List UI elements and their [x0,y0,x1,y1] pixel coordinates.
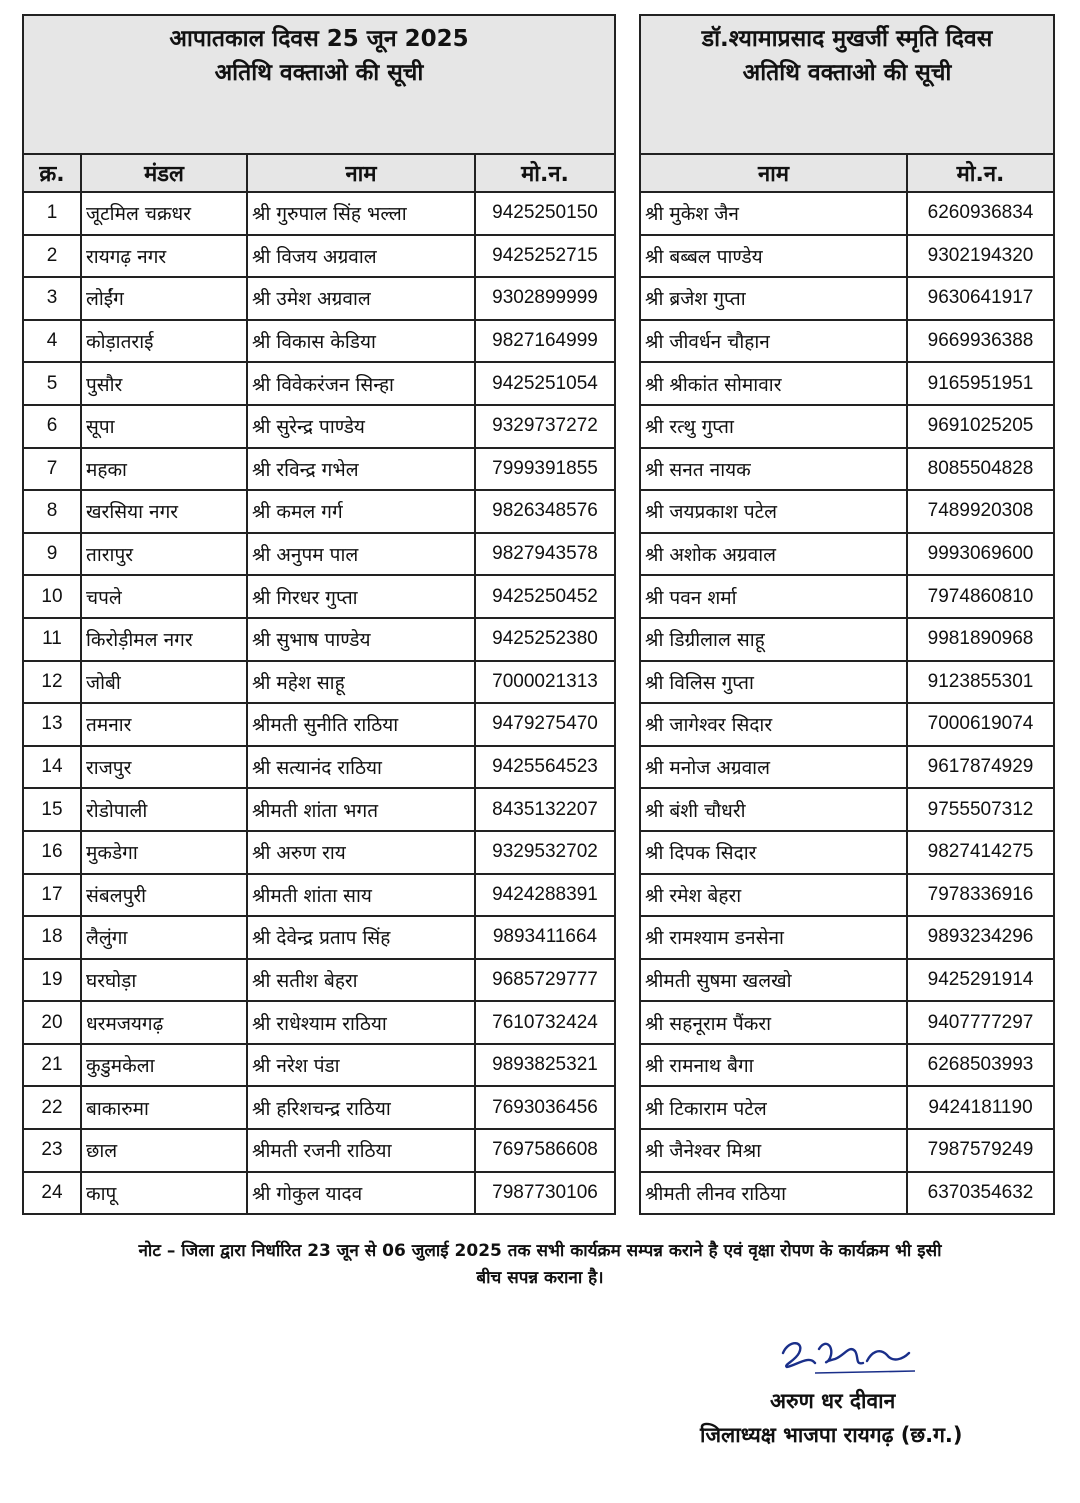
speaker-name-cell: श्री विलिस गुप्ता [640,661,907,704]
mandal-cell: लैलुंगा [81,916,247,959]
serial-cell: 21 [23,1044,81,1087]
mobile-cell: 9993069600 [907,533,1054,576]
mobile-cell: 9329737272 [475,405,615,448]
mandal-cell: संबलपुरी [81,874,247,917]
left-title-line1: आपातकाल दिवस 25 जून 2025 [169,26,469,52]
table-row [640,788,1054,831]
table-row [23,831,615,874]
speaker-name-cell: श्री बंशी चौधरी [640,788,907,831]
mobile-cell: 9827164999 [475,320,615,363]
table-row [23,746,615,789]
table-row [23,575,615,618]
table-row [23,533,615,576]
speaker-name-cell: श्रीमती सुनीति राठिया [247,703,475,746]
mobile-cell: 9691025205 [907,405,1054,448]
mobile-cell: 9893825321 [475,1044,615,1087]
table-row [640,405,1054,448]
speaker-name-cell: श्री मनोज अग्रवाल [640,746,907,789]
mobile-cell: 7610732424 [475,1001,615,1044]
speaker-name-cell: श्री सहनूराम पैंकरा [640,1001,907,1044]
mobile-cell: 9424288391 [475,874,615,917]
table-row [23,703,615,746]
speaker-name-cell: श्री विजय अग्रवाल [247,235,475,278]
speaker-name-cell: श्री उमेश अग्रवाल [247,277,475,320]
mobile-cell: 9425252715 [475,235,615,278]
mobile-cell: 6268503993 [907,1044,1054,1087]
table-row [23,448,615,491]
mandal-cell: छाल [81,1129,247,1172]
serial-cell: 9 [23,533,81,576]
table-row [23,362,615,405]
table-row [23,959,615,1002]
speaker-name-cell: श्री गिरधर गुप्ता [247,575,475,618]
mobile-cell: 8435132207 [475,788,615,831]
speaker-name-cell: श्री ब्रजेश गुप्ता [640,277,907,320]
serial-cell: 8 [23,490,81,533]
speaker-name-cell: श्री महेश साहू [247,661,475,704]
mandal-cell: किरोड़ीमल नगर [81,618,247,661]
header-mandal: मंडल [81,154,247,192]
mobile-cell: 7693036456 [475,1086,615,1129]
table-row [640,362,1054,405]
speaker-name-cell: श्री राधेश्याम राठिया [247,1001,475,1044]
mobile-cell: 9981890968 [907,618,1054,661]
table-row [640,916,1054,959]
mandal-cell: खरसिया नगर [81,490,247,533]
mobile-cell: 7000619074 [907,703,1054,746]
footer-note [30,1238,1050,1292]
mobile-cell: 9617874929 [907,746,1054,789]
mobile-cell: 7974860810 [907,575,1054,618]
mandal-cell: चपले [81,575,247,618]
table-row [640,1086,1054,1129]
note-line-1: नोट – जिला द्वारा निर्धारित 23 जून से 06 जुलाई 2025 तक सभी कार्यक्रम सम्पन्न कराने है एवं वृक्षा रोपण के कार्यक्रम भी इसी [138,1241,942,1261]
table-row [640,575,1054,618]
speaker-name-cell: श्री सनत नायक [640,448,907,491]
emergency-day-speakers-table [22,14,616,1215]
speaker-name-cell: श्रीमती रजनी राठिया [247,1129,475,1172]
table-row [23,916,615,959]
table-row [23,320,615,363]
mobile-cell: 9424181190 [907,1086,1054,1129]
mobile-cell: 9425291914 [907,959,1054,1002]
serial-cell: 12 [23,661,81,704]
speaker-name-cell: श्री गुरुपाल सिंह भल्ला [247,192,475,235]
serial-cell: 4 [23,320,81,363]
speaker-name-cell: श्री सुभाष पाण्डेय [247,618,475,661]
mandal-cell: रोडोपाली [81,788,247,831]
serial-cell: 23 [23,1129,81,1172]
table-row [640,1044,1054,1087]
speaker-name-cell: श्री अरुण राय [247,831,475,874]
serial-cell: 14 [23,746,81,789]
speaker-name-cell: श्री जीवर्धन चौहान [640,320,907,363]
left-table-body [23,192,615,1214]
mandal-cell: कापू [81,1172,247,1215]
mobile-cell: 6260936834 [907,192,1054,235]
serial-cell: 16 [23,831,81,874]
serial-cell: 10 [23,575,81,618]
serial-cell: 15 [23,788,81,831]
table-row [640,448,1054,491]
serial-cell: 2 [23,235,81,278]
speaker-name-cell: श्री मुकेश जैन [640,192,907,235]
table-row [640,831,1054,874]
mandal-cell: घरघोड़ा [81,959,247,1002]
mandal-cell: पुसौर [81,362,247,405]
serial-cell: 18 [23,916,81,959]
serial-cell: 17 [23,874,81,917]
header-name: नाम [247,154,475,192]
mobile-cell: 9123855301 [907,661,1054,704]
table-row [640,277,1054,320]
mandal-cell: धरमजयगढ़ [81,1001,247,1044]
mobile-cell: 9755507312 [907,788,1054,831]
speaker-name-cell: श्रीमती सुषमा खलखो [640,959,907,1002]
speaker-name-cell: श्री जागेश्वर सिदार [640,703,907,746]
mandal-cell: तमनार [81,703,247,746]
speaker-name-cell: श्री कमल गर्ग [247,490,475,533]
speaker-name-cell: श्री रमेश बेहरा [640,874,907,917]
serial-cell: 5 [23,362,81,405]
serial-cell: 20 [23,1001,81,1044]
right-table-title [640,15,1054,154]
table-row [23,1129,615,1172]
table-row [23,490,615,533]
mobile-cell: 7999391855 [475,448,615,491]
signatory-name: अरुण धर दीवान [770,1389,896,1413]
serial-cell: 24 [23,1172,81,1215]
table-row [640,959,1054,1002]
speaker-name-cell: श्री बब्बल पाण्डेय [640,235,907,278]
mandal-cell: मुकडेगा [81,831,247,874]
mobile-cell: 9893411664 [475,916,615,959]
serial-cell: 22 [23,1086,81,1129]
mobile-cell: 9685729777 [475,959,615,1002]
table-row [23,277,615,320]
speaker-name-cell: श्री डिग्रीलाल साहू [640,618,907,661]
header-mobile: मो.न. [475,154,615,192]
mobile-cell: 7697586608 [475,1129,615,1172]
speaker-name-cell: श्री विवेकरंजन सिन्हा [247,362,475,405]
left-title-line2: अतिथि वक्ताओ की सूची [214,60,424,86]
serial-cell: 11 [23,618,81,661]
table-row [23,405,615,448]
speaker-name-cell: श्री गोकुल यादव [247,1172,475,1215]
serial-cell: 13 [23,703,81,746]
speaker-name-cell: श्री दिपक सिदार [640,831,907,874]
table-row [640,1129,1054,1172]
table-row [23,1172,615,1215]
speaker-name-cell: श्री नरेश पंडा [247,1044,475,1087]
table-row [23,235,615,278]
speaker-name-cell: श्री सुरेन्द्र पाण्डेय [247,405,475,448]
mobile-cell: 9893234296 [907,916,1054,959]
speaker-name-cell: श्री सतीश बेहरा [247,959,475,1002]
header-mobile: मो.न. [907,154,1054,192]
mobile-cell: 9425250452 [475,575,615,618]
serial-cell: 1 [23,192,81,235]
speaker-name-cell: श्रीमती शांता साय [247,874,475,917]
mobile-cell: 7987730106 [475,1172,615,1215]
mobile-cell: 9826348576 [475,490,615,533]
header-name: नाम [640,154,907,192]
mobile-cell: 9165951951 [907,362,1054,405]
mobile-cell: 9827414275 [907,831,1054,874]
table-row [23,1044,615,1087]
serial-cell: 6 [23,405,81,448]
table-row [640,746,1054,789]
mobile-cell: 9425252380 [475,618,615,661]
speaker-name-cell: श्रीमती शांता भगत [247,788,475,831]
speaker-name-cell: श्री सत्यानंद राठिया [247,746,475,789]
mandal-cell: लोईंग [81,277,247,320]
speaker-name-cell: श्री विकास केडिया [247,320,475,363]
speaker-name-cell: श्री रविन्द्र गभेल [247,448,475,491]
table-row [23,1086,615,1129]
mobile-cell: 9329532702 [475,831,615,874]
speaker-name-cell: श्री अनुपम पाल [247,533,475,576]
speaker-name-cell: श्री रत्थु गुप्ता [640,405,907,448]
mandal-cell: रायगढ़ नगर [81,235,247,278]
mobile-cell: 9425251054 [475,362,615,405]
speaker-name-cell: श्री पवन शर्मा [640,575,907,618]
speaker-name-cell: श्रीमती लीनव राठिया [640,1172,907,1215]
table-row [640,1001,1054,1044]
header-serial: क्र. [23,154,81,192]
table-row [640,320,1054,363]
left-table-title [23,15,615,154]
speaker-name-cell: श्री श्रीकांत सोमावार [640,362,907,405]
handwritten-signature [775,1325,925,1385]
mandal-cell: राजपुर [81,746,247,789]
mobile-cell: 9827943578 [475,533,615,576]
table-row [23,661,615,704]
mobile-cell: 9425250150 [475,192,615,235]
speaker-name-cell: श्री जैनेश्वर मिश्रा [640,1129,907,1172]
table-row [640,533,1054,576]
mobile-cell: 7489920308 [907,490,1054,533]
table-row [640,1172,1054,1215]
table-row [640,490,1054,533]
mobile-cell: 9479275470 [475,703,615,746]
speaker-name-cell: श्री टिकाराम पटेल [640,1086,907,1129]
table-row [640,703,1054,746]
mandal-cell: बाकारुमा [81,1086,247,1129]
mobile-cell: 9407777297 [907,1001,1054,1044]
mandal-cell: जूटमिल चक्रधर [81,192,247,235]
table-row [640,192,1054,235]
speaker-name-cell: श्री अशोक अग्रवाल [640,533,907,576]
right-title-line2: अतिथि वक्ताओ की सूची [742,60,952,86]
mandal-cell: जोबी [81,661,247,704]
mandal-cell: महका [81,448,247,491]
mandal-cell: कोड़ातराई [81,320,247,363]
table-row [23,192,615,235]
mandal-cell: कुडुमकेला [81,1044,247,1087]
table-row [640,661,1054,704]
speaker-name-cell: श्री देवेन्द्र प्रताप सिंह [247,916,475,959]
mobile-cell: 7987579249 [907,1129,1054,1172]
mobile-cell: 9630641917 [907,277,1054,320]
mobile-cell: 7000021313 [475,661,615,704]
table-row [640,618,1054,661]
mobile-cell: 6370354632 [907,1172,1054,1215]
speaker-name-cell: श्री रामनाथ बैगा [640,1044,907,1087]
signatory-designation: जिलाध्यक्ष भाजपा रायगढ़ (छ.ग.) [700,1423,963,1447]
right-title-line1: डॉ.श्यामाप्रसाद मुखर्जी स्मृति दिवस [701,26,993,52]
table-row [23,618,615,661]
mobile-cell: 9302194320 [907,235,1054,278]
table-row [23,874,615,917]
note-line-2: बीच सपन्न कराना है। [476,1268,604,1288]
speaker-name-cell: श्री हरिशचन्द्र राठिया [247,1086,475,1129]
table-row [640,874,1054,917]
table-row [23,1001,615,1044]
mandal-cell: सूपा [81,405,247,448]
mobile-cell: 7978336916 [907,874,1054,917]
mobile-cell: 9669936388 [907,320,1054,363]
mobile-cell: 9302899999 [475,277,615,320]
table-row [23,788,615,831]
serial-cell: 7 [23,448,81,491]
mukherjee-day-speakers-table [639,14,1055,1215]
mobile-cell: 9425564523 [475,746,615,789]
speaker-name-cell: श्री जयप्रकाश पटेल [640,490,907,533]
mandal-cell: तारापुर [81,533,247,576]
serial-cell: 3 [23,277,81,320]
speaker-name-cell: श्री रामश्याम डनसेना [640,916,907,959]
serial-cell: 19 [23,959,81,1002]
table-row [640,235,1054,278]
mobile-cell: 8085504828 [907,448,1054,491]
right-table-body [640,192,1054,1214]
